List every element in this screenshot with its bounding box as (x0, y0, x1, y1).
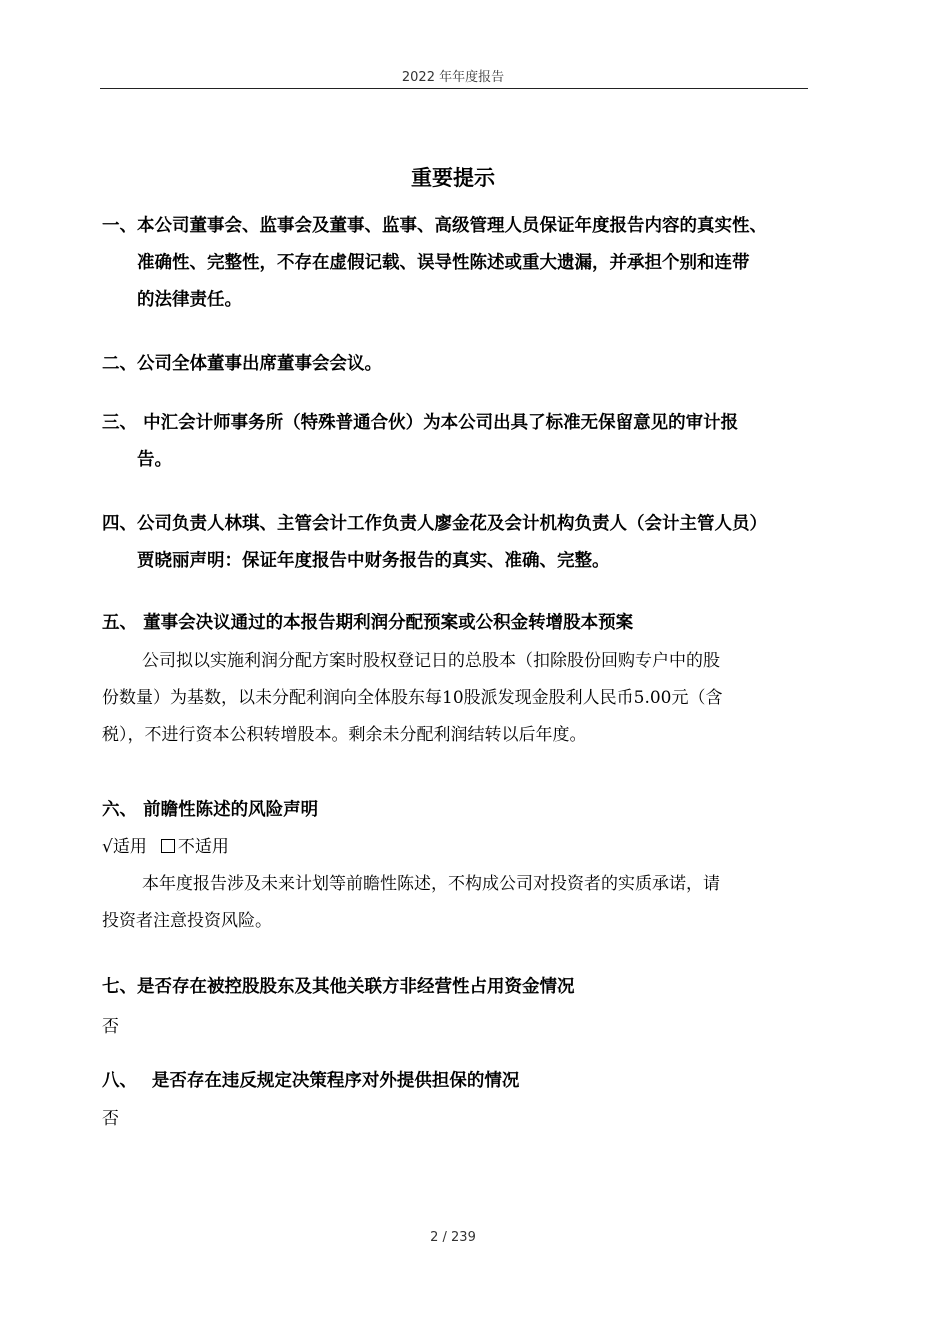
item-6-heading (102, 795, 814, 825)
item-4-line-1: 四、公司负责人林琪、主管会计工作负责人廖金花及会计机构负责人（会计主管人员） (102, 514, 767, 534)
item-4 (102, 506, 814, 580)
item-8-heading-text: 八、 是否存在违反规定决策程序对外提供担保的情况 (102, 1071, 520, 1091)
item-1-line-2: 准确性、完整性，不存在虚假记载、误导性陈述或重大遗漏，并承担个别和连带 (137, 253, 750, 273)
item-5-heading (102, 608, 814, 638)
header-divider (100, 88, 808, 89)
item-3 (102, 405, 814, 479)
item-5-body-line-3: 税），不进行资本公积转增股本。剩余未分配利润结转以后年度。 (102, 725, 587, 745)
page-header-title: 2022 年年度报告 (401, 70, 505, 85)
item-3-line-2: 告。 (137, 450, 172, 470)
page-number: 2 / 239 (430, 1230, 476, 1245)
item-1 (102, 208, 814, 319)
item-6-heading-text: 六、 前瞻性陈述的风险声明 (102, 800, 319, 820)
item-6-body (102, 866, 814, 940)
item-7-heading (102, 972, 814, 1002)
option-not-applicable: 不适用 (177, 837, 229, 857)
item-8-answer (102, 1104, 814, 1134)
item-7-heading-text: 七、是否存在被控股股东及其他关联方非经营性占用资金情况 (102, 977, 575, 997)
item-1-line-3: 的法律责任。 (137, 290, 242, 310)
item-8-heading (102, 1066, 814, 1096)
page-title: 重要提示 (411, 166, 495, 190)
item-6-options (102, 832, 814, 862)
item-5-body-line-2: 份数量）为基数，以未分配利润向全体股东每10股派发现金股利人民币5.00元（含 (102, 688, 723, 708)
item-7-answer-text: 否 (102, 1017, 119, 1037)
item-1-line-1: 一、本公司董事会、监事会及董事、监事、高级管理人员保证年度报告内容的真实性、 (102, 216, 767, 236)
item-2 (102, 350, 814, 378)
item-6-body-line-2: 投资者注意投资风险。 (102, 911, 272, 931)
item-3-line-1: 三、 中汇会计师事务所（特殊普通合伙）为本公司出具了标准无保留意见的审计报 (102, 413, 739, 433)
item-2-text: 二、公司全体董事出席董事会会议。 (102, 354, 382, 374)
item-6-body-line-1: 本年度报告涉及未来计划等前瞻性陈述，不构成公司对投资者的实质承诺，请 (142, 874, 720, 894)
item-7-answer (102, 1012, 814, 1042)
item-8-answer-text: 否 (102, 1109, 119, 1129)
item-5-body (102, 643, 814, 754)
checkbox-empty-icon (161, 839, 175, 853)
option-applicable: √适用 (102, 837, 147, 857)
item-4-line-2: 贾晓丽声明：保证年度报告中财务报告的真实、准确、完整。 (137, 551, 610, 571)
item-5-body-line-1: 公司拟以实施利润分配方案时股权登记日的总股本（扣除股份回购专户中的股 (142, 651, 720, 671)
item-5-heading-text: 五、 董事会决议通过的本报告期利润分配预案或公积金转增股本预案 (102, 613, 634, 633)
